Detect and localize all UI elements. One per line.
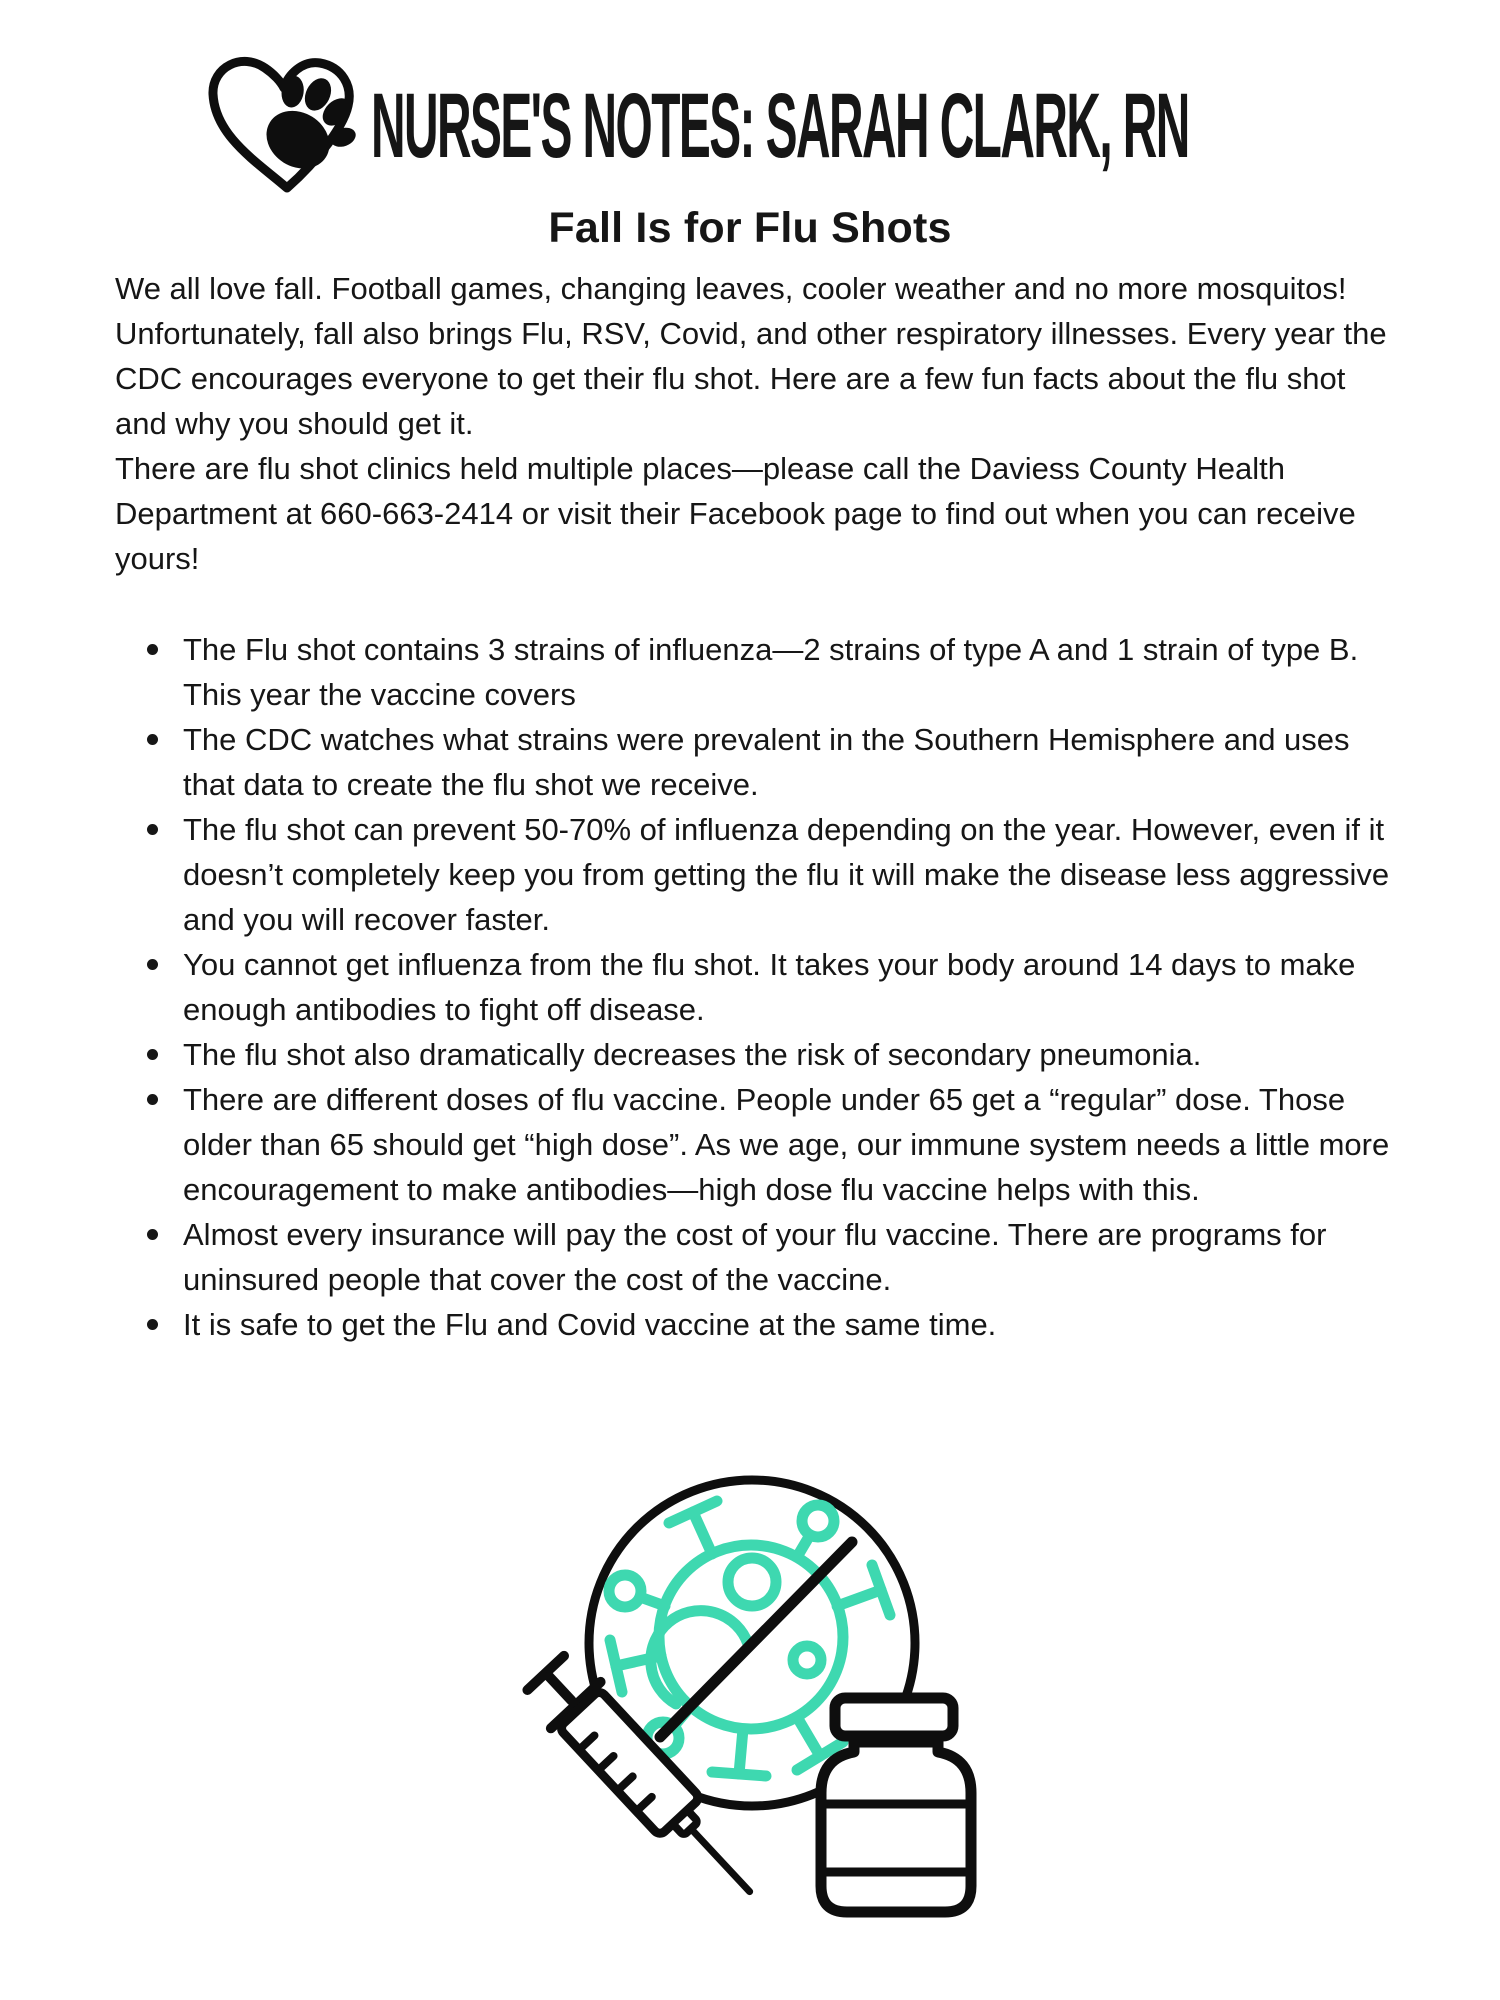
vaccine-vial-icon [821, 1698, 971, 1912]
syringe-icon [521, 1650, 775, 1915]
intro-paragraph: There are flu shot clinics held multiple places—please call the Daviess County Health Department at 660-663-2414 or visit their Facebook page to find out when you can receive yours! [115, 451, 1356, 576]
header [205, 38, 1500, 196]
heart-paw-logo-icon [205, 38, 357, 196]
article-body [115, 266, 1395, 1347]
list-item: The CDC watches what strains were prevalent in the Southern Hemisphere and uses that data to create the flu shot we receive. [183, 717, 1395, 807]
article-title: Fall Is for Flu Shots [548, 204, 952, 252]
vaccine-illustration [455, 1452, 1045, 1982]
list-item: The flu shot also dramatically decreases the risk of secondary pneumonia. [183, 1032, 1395, 1077]
list-item: The Flu shot contains 3 strains of influenza—2 strains of type A and 1 strain of type B. This year the vaccine covers [183, 627, 1395, 717]
brand-title: NURSE'S NOTES: SARAH CLARK, RN [371, 75, 1189, 177]
list-item: Almost every insurance will pay the cost of your flu vaccine. There are programs for uninsured people that cover the cost of the vaccine. [183, 1212, 1395, 1302]
list-item: You cannot get influenza from the flu shot. It takes your body around 14 days to make enough antibodies to fight off disease. [183, 942, 1395, 1032]
fact-list [115, 627, 1395, 1347]
list-item: There are different doses of flu vaccine. People under 65 get a “regular” dose. Those older than 65 should get “high dose”. As we age, our immune system needs a little more encouragement to make antibodies—high dose flu vaccine helps with this. [183, 1077, 1395, 1212]
list-item: The flu shot can prevent 50-70% of influenza depending on the year. However, even if it doesn’t completely keep you from getting the flu it will make the disease less aggressive and you will recover faster. [183, 807, 1395, 942]
list-item: It is safe to get the Flu and Covid vaccine at the same time. [183, 1302, 1395, 1347]
intro-paragraph: We all love fall. Football games, changing leaves, cooler weather and no more mosquitos! Unfortunately, fall also brings Flu, RSV, Covid, and other respiratory illnesses. Every year the CDC encourages everyone to get their flu shot. Here are a few fun facts about the flu shot and why you should get it. [115, 271, 1387, 441]
